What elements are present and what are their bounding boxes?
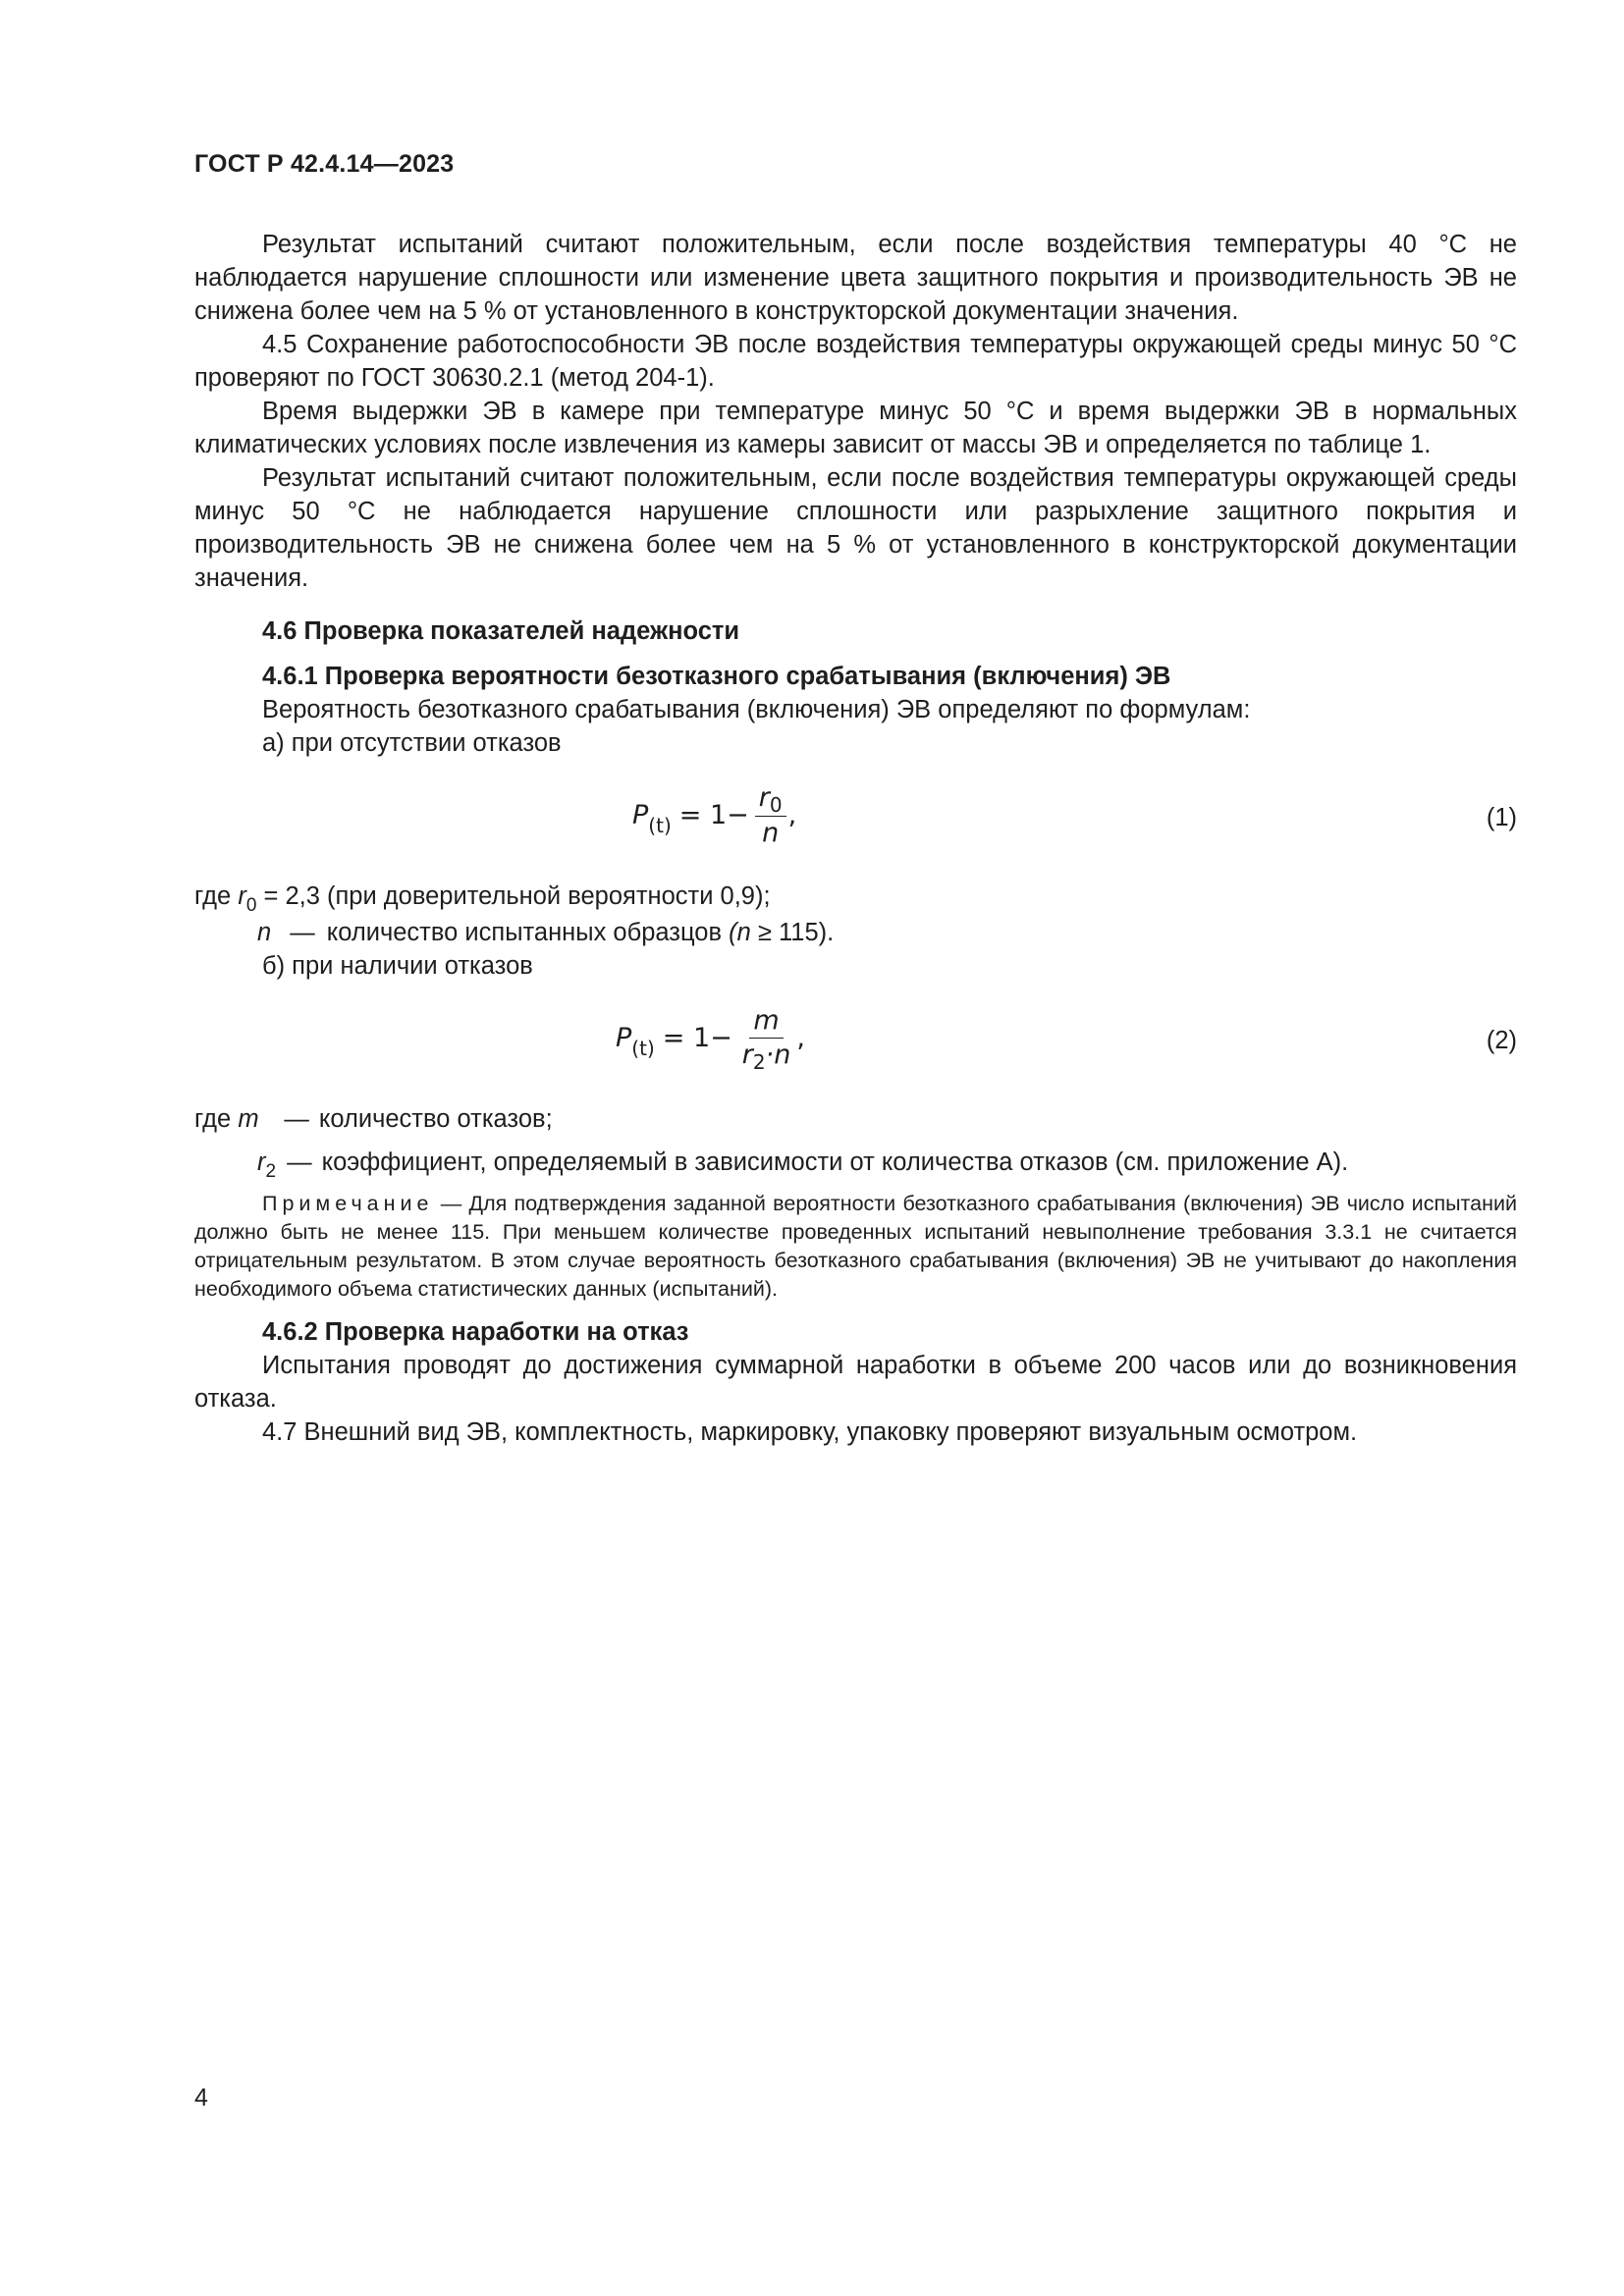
- note-text: — Для подтверждения заданной вероятности безотказного срабатывания (включения) ЭВ число испытаний должно быть не менее 115. При меньшем количестве проведенных испытаний невыполнение требования 3.3.1 не считается отрицательным результатом. В этом случае вероятность безотказного срабатывания (включения) ЭВ не учитывают до накопления необходимого объема статистических данных (испытаний).: [194, 1192, 1517, 1301]
- formula-1: P (t) = 1− $\frac{r_0}{n}$ ,: [632, 782, 797, 848]
- formula-2: P (t) = 1− $\frac{m}{r_2\cdot n}$ ,: [616, 1005, 805, 1074]
- note-label: Примечание: [262, 1192, 434, 1215]
- case-a-label: а) при отсутствии отказов: [262, 729, 562, 757]
- formula-2-fraction: $\frac{m}{r_2\cdot n}$: [741, 1005, 791, 1074]
- paragraph-result-minus-50: Результат испытаний считают положительным, если после воздействия температуры окружающей среды минус 50 °С не наблюдается нарушение сплошности или разрыхление защитного покрытия и производительность ЭВ не снижена более чем на 5 % от установленного в конструкторской документации значения.: [194, 464, 1517, 592]
- definition-n: n — количество испытанных образцов (n ≥ 115).: [257, 919, 835, 946]
- section-4-6-2-heading: 4.6.2 Проверка наработки на отказ: [262, 1318, 689, 1346]
- paragraph-mtbf-test: Испытания проводят до достижения суммарной наработки в объеме 200 часов или до возникновения отказа.: [194, 1352, 1517, 1413]
- page-number: 4: [194, 2084, 208, 2111]
- section-4-6-1-heading: 4.6.1 Проверка вероятности безотказного срабатывания (включения) ЭВ: [262, 663, 1171, 690]
- paragraph-4-5: 4.5 Сохранение работоспособности ЭВ после воздействия температуры окружающей среды минус 50 °С проверяют по ГОСТ 30630.2.1 (метод 204-1).: [194, 331, 1517, 392]
- case-b-label: б) при наличии отказов: [262, 952, 533, 980]
- formula-1-row: [194, 774, 1517, 872]
- paragraph-result-40: Результат испытаний считают положительным, если после воздействия температуры 40 °С не наблюдается нарушение сплошности или изменение цвета защитного покрытия и производительность ЭВ не снижена более чем на 5 % от установленного в конструкторской документации значения.: [194, 231, 1517, 325]
- paragraph-4-7: 4.7 Внешний вид ЭВ, комплектность, маркировку, упаковку проверяют визуальным осмотром.: [262, 1418, 1358, 1446]
- document-body: [194, 228, 1517, 1449]
- paragraph-probability-intro: Вероятность безотказного срабатывания (включения) ЭВ определяют по формулам:: [262, 696, 1251, 723]
- definition-r2: $r_2$ — коэффициент, определяемый в зависимости от количества отказов (см. приложение А).: [257, 1148, 1349, 1182]
- formula-1-fraction: $\frac{r_0}{n}$: [755, 783, 786, 848]
- note-block: [194, 1190, 1517, 1304]
- section-4-6-heading: 4.6 Проверка показателей надежности: [262, 617, 740, 645]
- document-header: ГОСТ Р 42.4.14—2023: [194, 150, 455, 178]
- where-r0-line: где $r_0 = 2,3$ (при доверительной вероятности 0,9);: [194, 882, 771, 916]
- equation-number-1: (1): [1486, 804, 1517, 831]
- where-m-line: где m — количество отказов;: [194, 1105, 553, 1133]
- equation-number-2: (2): [1486, 1027, 1517, 1054]
- formula-2-row: [194, 996, 1517, 1095]
- paragraph-exposure-time: Время выдержки ЭВ в камере при температуре минус 50 °С и время выдержки ЭВ в нормальных климатических условиях после извлечения из камеры зависит от массы ЭВ и определяется по таблице 1.: [194, 398, 1517, 458]
